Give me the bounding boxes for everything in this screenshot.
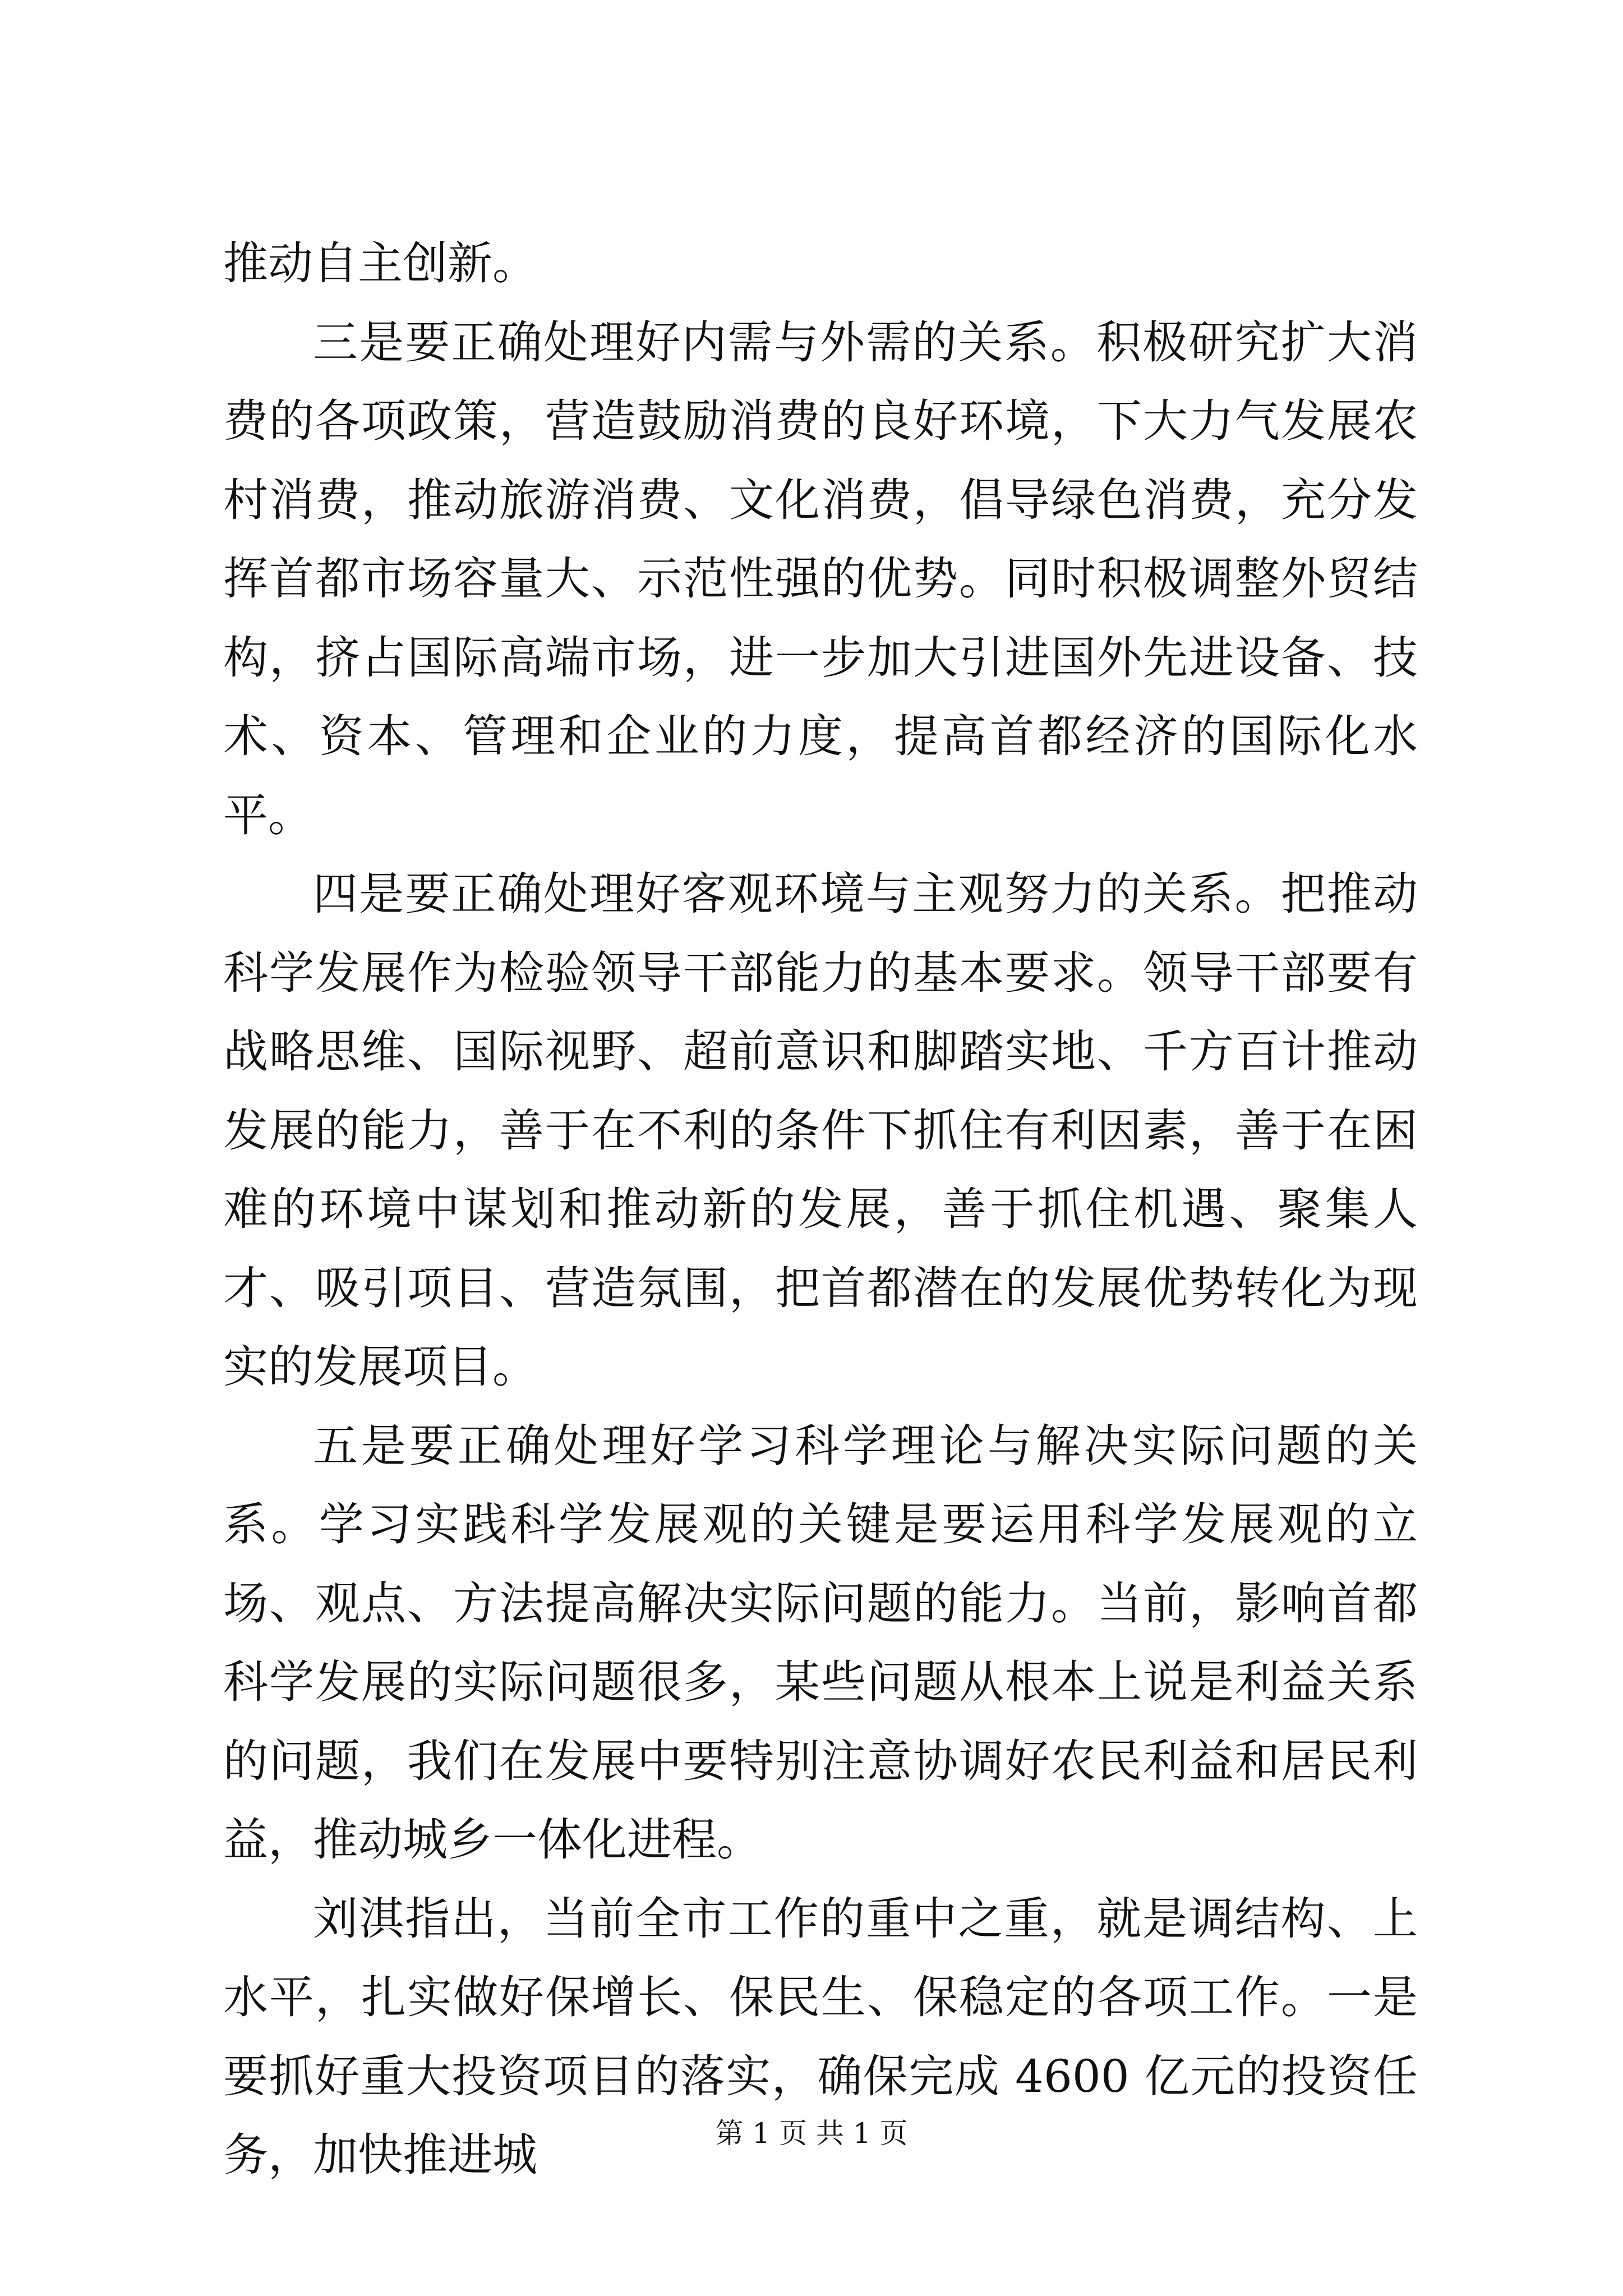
- document-body: [223, 224, 1418, 2195]
- paragraph-2: 三是要正确处理好内需与外需的关系。积极研究扩大消费的各项政策，营造鼓励消费的良好环境，下大力气发展农村消费，推动旅游消费、文化消费，倡导绿色消费，充分发挥首都市场容量大、示范性强的优势。同时积极调整外贸结构，挤占国际高端市场，进一步加大引进国外先进设备、技术、资本、管理和企业的力度，提高首都经济的国际化水平。: [223, 316, 1418, 841]
- paragraph-3: 四是要正确处理好客观环境与主观努力的关系。把推动科学发展作为检验领导干部能力的基本要求。领导干部要有战略思维、国际视野、超前意识和脚踏实地、千方百计推动发展的能力，善于在不利的条件下抓住有利因素，善于在困难的环境中谋划和推动新的发展，善于抓住机遇、聚集人才、吸引项目、营造氛围，把首都潜在的发展优势转化为现实的发展项目。: [223, 868, 1418, 1393]
- paragraph-1: 推动自主创新。: [223, 237, 537, 289]
- paragraph-4: 五是要正确处理好学习科学理论与解决实际问题的关系。学习实践科学发展观的关键是要运用科学发展观的立场、观点、方法提高解决实际问题的能力。当前，影响首都科学发展的实际问题很多，某些问题从根本上说是利益关系的问题，我们在发展中要特别注意协调好农民利益和居民利益，推动城乡一体化进程。: [223, 1419, 1418, 1866]
- paragraph-5: 刘淇指出，当前全市工作的重中之重，就是调结构、上水平，扎实做好保增长、保民生、保稳定的各项工作。一是要抓好重大投资项目的落实，确保完成 4600 亿元的投资任务，加快推进城: [223, 1892, 1418, 2181]
- page-footer: 第 1 页 共 1 页: [715, 2117, 908, 2150]
